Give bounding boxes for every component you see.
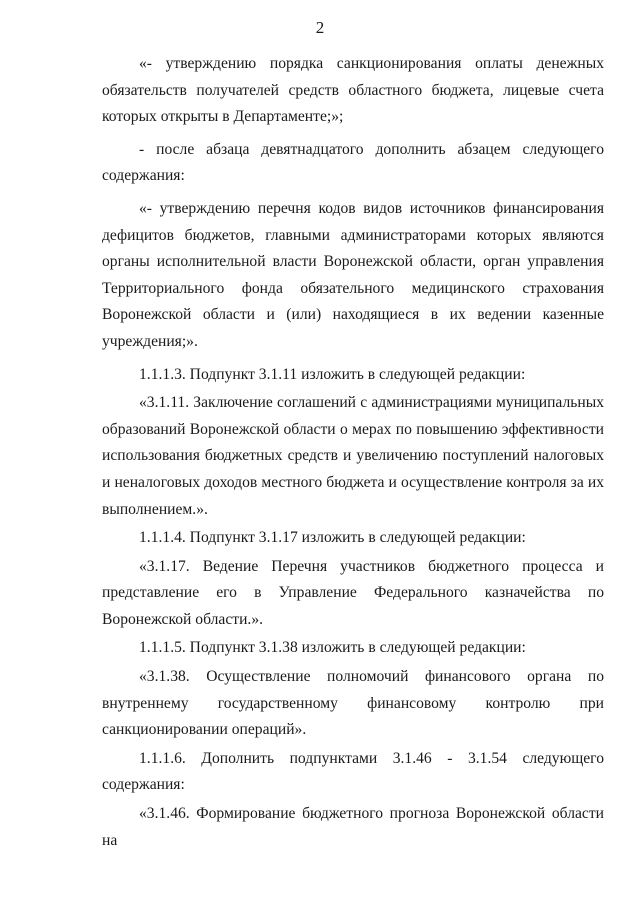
paragraph-1: «- утверждению порядка санкционирования оплаты денежных обязательств получателей средств областного бюджета, лицевые счета которых открыты в Департаменте;»;: [102, 55, 604, 126]
paragraph-6: 1.1.1.4. Подпункт 3.1.17 изложить в следующей редакции:: [139, 529, 526, 547]
page-number: 2: [315, 18, 325, 37]
document-body: [102, 51, 604, 854]
paragraph-11: «3.1.46. Формирование бюджетного прогноза Воронежской области на: [102, 805, 604, 849]
paragraph-4: 1.1.1.3. Подпункт 3.1.11 изложить в следующей редакции:: [139, 365, 526, 383]
paragraph-7: «3.1.17. Ведение Перечня участников бюджетного процесса и представление его в Управление Федерального казначейства по Воронежской области.».: [102, 557, 604, 628]
paragraph-8: 1.1.1.5. Подпункт 3.1.38 изложить в следующей редакции:: [139, 639, 526, 657]
paragraph-2: - после абзаца девятнадцатого дополнить абзацем следующего содержания:: [102, 140, 604, 185]
paragraph-9: «3.1.38. Осуществление полномочий финансового органа по внутреннему государственному финансовому контролю при санкционировании операций».: [102, 668, 604, 739]
paragraph-5: «3.1.11. Заключение соглашений с администрациями муниципальных образований Воронежской области о мерах по повышению эффективности использования бюджетных средств и увеличению поступлений налоговых и неналоговых доходов местного бюджета и осуществление контроля за их выполнением.».: [102, 394, 604, 518]
paragraph-3: «- утверждению перечня кодов видов источников финансирования дефицитов бюджетов, главными администраторами которых являются органы исполнительной власти Воронежской области, орган управления Территориального фонда обязательного медицинского страхования Воронежской области и (или) находящиеся в их ведении казенные учреждения;».: [102, 199, 604, 350]
paragraph-10: 1.1.1.6. Дополнить подпунктами 3.1.46 - 3.1.54 следующего содержания:: [102, 749, 604, 794]
